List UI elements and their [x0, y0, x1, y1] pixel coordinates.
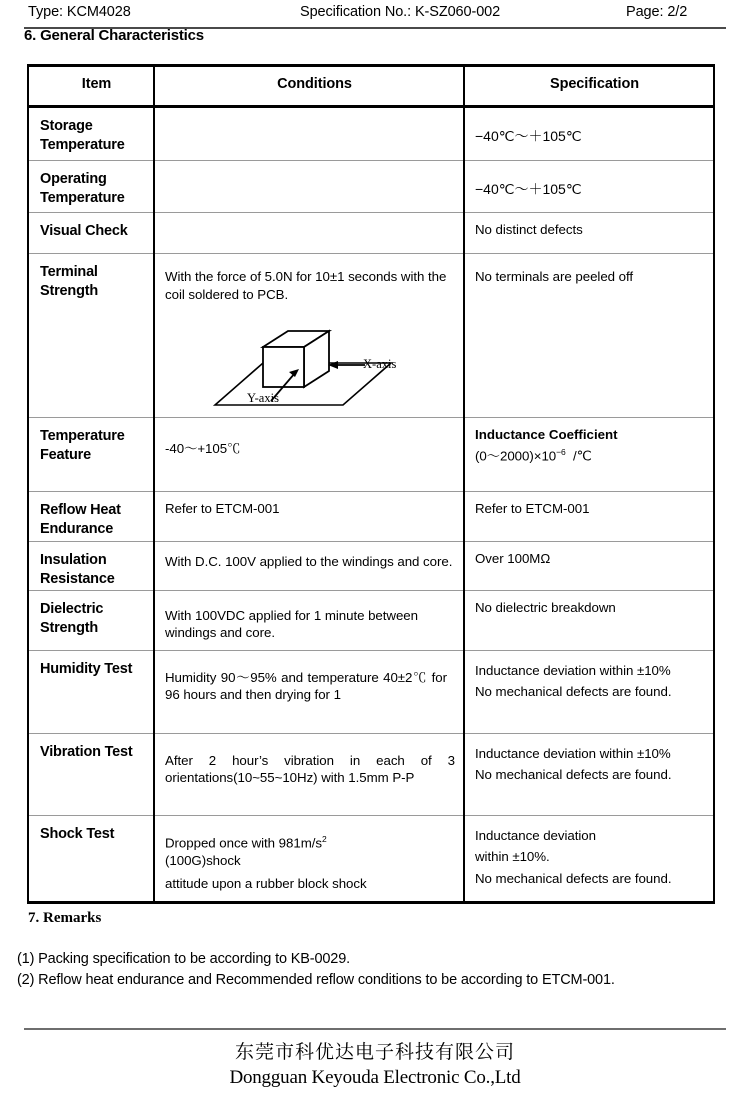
- row-item-cell: [28, 107, 154, 161]
- row-item-cell: [28, 590, 154, 650]
- item-label: Dielectric Strength: [40, 600, 104, 636]
- conditions-text: With 100VDC applied for 1 minute between windings and core.: [165, 607, 418, 641]
- column-header-item: [28, 66, 154, 107]
- column-header-item-label: Item: [81, 76, 112, 92]
- item-label: Temperature Feature: [40, 428, 125, 464]
- conditions-block: [155, 816, 463, 901]
- y-axis-label: Y-axis: [247, 391, 279, 406]
- table-row: [28, 418, 714, 492]
- item-label: Storage Temperature: [40, 118, 125, 154]
- row-item-cell: [28, 213, 154, 254]
- row-specification-cell: [464, 107, 714, 161]
- conditions-text: Refer to ETCM-001: [165, 501, 280, 517]
- row-item-cell: [28, 254, 154, 418]
- footer-divider: [24, 1028, 726, 1030]
- item-label: Vibration Test: [40, 743, 133, 760]
- remark-item-2: (2) Reflow heat endurance and Recommended reflow conditions to be according to ETCM-001.: [17, 972, 615, 988]
- conditions-text: [155, 161, 463, 177]
- row-conditions-cell: [154, 590, 464, 650]
- specification-line-2: No mechanical defects are found.: [475, 684, 672, 700]
- conditions-text: -40～+105℃: [165, 441, 241, 457]
- inductance-value-exponent: −6: [556, 447, 566, 458]
- row-specification-cell: [464, 542, 714, 591]
- conditions-line-1-exponent: 2: [321, 833, 327, 844]
- item-label: Shock Test: [40, 825, 115, 842]
- terminal-strength-axis-diagram: [185, 325, 445, 411]
- specification-text: No dielectric breakdown: [475, 599, 616, 615]
- table-row: [28, 107, 714, 161]
- footer-company-name-en: Dongguan Keyouda Electronic Co.,Ltd: [229, 1067, 521, 1088]
- row-conditions-cell: [154, 161, 464, 213]
- inductance-coefficient-value: [475, 447, 704, 465]
- conditions-text: After 2 hour’s vibration in each of 3 orientations(10~55~10Hz) with 1.5mm P-P: [165, 752, 455, 786]
- table-header-row: [28, 66, 714, 107]
- table-row: [28, 492, 714, 542]
- header-type: Type: KCM4028: [28, 4, 131, 20]
- page-header: [0, 4, 750, 28]
- axis-diagram-svg: [185, 325, 445, 411]
- specification-text: No terminals are peeled off: [475, 269, 634, 284]
- row-specification-cell: [464, 213, 714, 254]
- row-conditions-cell: [154, 542, 464, 591]
- row-item-cell: [28, 650, 154, 733]
- row-specification-cell: [464, 161, 714, 213]
- row-conditions-cell: [154, 815, 464, 902]
- row-conditions-cell: [154, 107, 464, 161]
- specification-text: Refer to ETCM-001: [475, 501, 590, 517]
- row-item-cell: [28, 161, 154, 213]
- specification-line-2: within ±10%.: [475, 849, 550, 865]
- table-row: [28, 733, 714, 815]
- item-label: Visual Check: [40, 223, 128, 239]
- specification-block: [465, 651, 713, 711]
- table-row: [28, 254, 714, 418]
- item-label: Terminal Strength: [40, 264, 99, 300]
- specification-block: [465, 734, 713, 794]
- x-axis-label: X-axis: [363, 357, 397, 372]
- row-conditions-cell: [154, 213, 464, 254]
- conditions-text: [155, 213, 463, 229]
- conditions-line-3: attitude upon a rubber block shock: [165, 876, 367, 892]
- section-7-title: 7. Remarks: [28, 910, 102, 926]
- row-conditions-cell: [154, 492, 464, 542]
- row-item-cell: [28, 733, 154, 815]
- row-specification-cell: [464, 418, 714, 492]
- row-specification-cell: [464, 733, 714, 815]
- section-6-title: 6. General Characteristics: [24, 27, 204, 44]
- conditions-text: With D.C. 100V applied to the windings and core.: [165, 554, 453, 570]
- general-characteristics-table: [27, 64, 715, 904]
- conditions-line-1-text: Dropped once with 981m/s: [165, 835, 322, 851]
- row-conditions-cell: [154, 733, 464, 815]
- row-item-cell: [28, 815, 154, 902]
- row-specification-cell: [464, 815, 714, 902]
- specification-block: [465, 816, 713, 898]
- row-specification-cell: [464, 492, 714, 542]
- row-conditions-cell: [154, 650, 464, 733]
- row-specification-cell: [464, 590, 714, 650]
- row-specification-cell: [464, 254, 714, 418]
- specification-text: −40℃～＋105℃: [475, 128, 582, 144]
- table-row: [28, 161, 714, 213]
- header-specification-no: Specification No.: K-SZ060-002: [300, 4, 501, 20]
- specification-text: Over 100MΩ: [475, 551, 551, 567]
- specification-line-1: Inductance deviation within ±10%: [475, 662, 671, 678]
- inductance-coefficient-title: Inductance Coefficient: [475, 427, 618, 443]
- item-label: Operating Temperature: [40, 171, 125, 207]
- item-label: Reflow Heat Endurance: [40, 502, 121, 538]
- footer-company-name-cn: 东莞市科优达电子科技有限公司: [234, 1041, 515, 1063]
- table-row: [28, 815, 714, 902]
- specification-text: No distinct defects: [475, 222, 583, 237]
- conditions-text: Humidity 90～95% and temperature 40±2℃ for 96 hours and then drying for 1: [165, 669, 447, 703]
- row-specification-cell: [464, 650, 714, 733]
- item-label: Humidity Test: [40, 660, 133, 677]
- box-front-face: [263, 347, 304, 387]
- conditions-line-1: [165, 834, 441, 852]
- table-row: [28, 590, 714, 650]
- conditions-line-2: (100G)shock: [165, 852, 241, 868]
- column-header-specification: [464, 66, 714, 107]
- row-conditions-cell: [154, 418, 464, 492]
- specification-line-3: No mechanical defects are found.: [475, 870, 672, 886]
- remark-item-1: (1) Packing specification to be according to KB-0029.: [17, 951, 350, 967]
- row-item-cell: [28, 542, 154, 591]
- item-label: Insulation Resistance: [40, 552, 115, 588]
- inductance-value-unit: /℃: [573, 448, 592, 464]
- column-header-specification-label: Specification: [550, 76, 639, 92]
- row-conditions-cell: [154, 254, 464, 418]
- specification-block: [465, 418, 713, 473]
- table-row: [28, 542, 714, 591]
- row-item-cell: [28, 418, 154, 492]
- column-header-conditions-label: Conditions: [277, 76, 352, 92]
- conditions-text: With the force of 5.0N for 10±1 seconds with the coil soldered to PCB.: [165, 269, 447, 302]
- specification-text: −40℃～＋105℃: [475, 181, 582, 197]
- header-page-number: Page: 2/2: [626, 4, 688, 20]
- specification-line-1: Inductance deviation within ±10%: [475, 745, 671, 761]
- column-header-conditions: [154, 66, 464, 107]
- inductance-value-suffix: [566, 449, 573, 464]
- table-row: [28, 650, 714, 733]
- row-item-cell: [28, 492, 154, 542]
- table-row: [28, 213, 714, 254]
- conditions-text: [155, 108, 463, 124]
- specification-line-2: No mechanical defects are found.: [475, 767, 672, 783]
- inductance-value-prefix: (0～2000)×10: [475, 448, 557, 464]
- specification-line-1: Inductance deviation: [475, 827, 596, 843]
